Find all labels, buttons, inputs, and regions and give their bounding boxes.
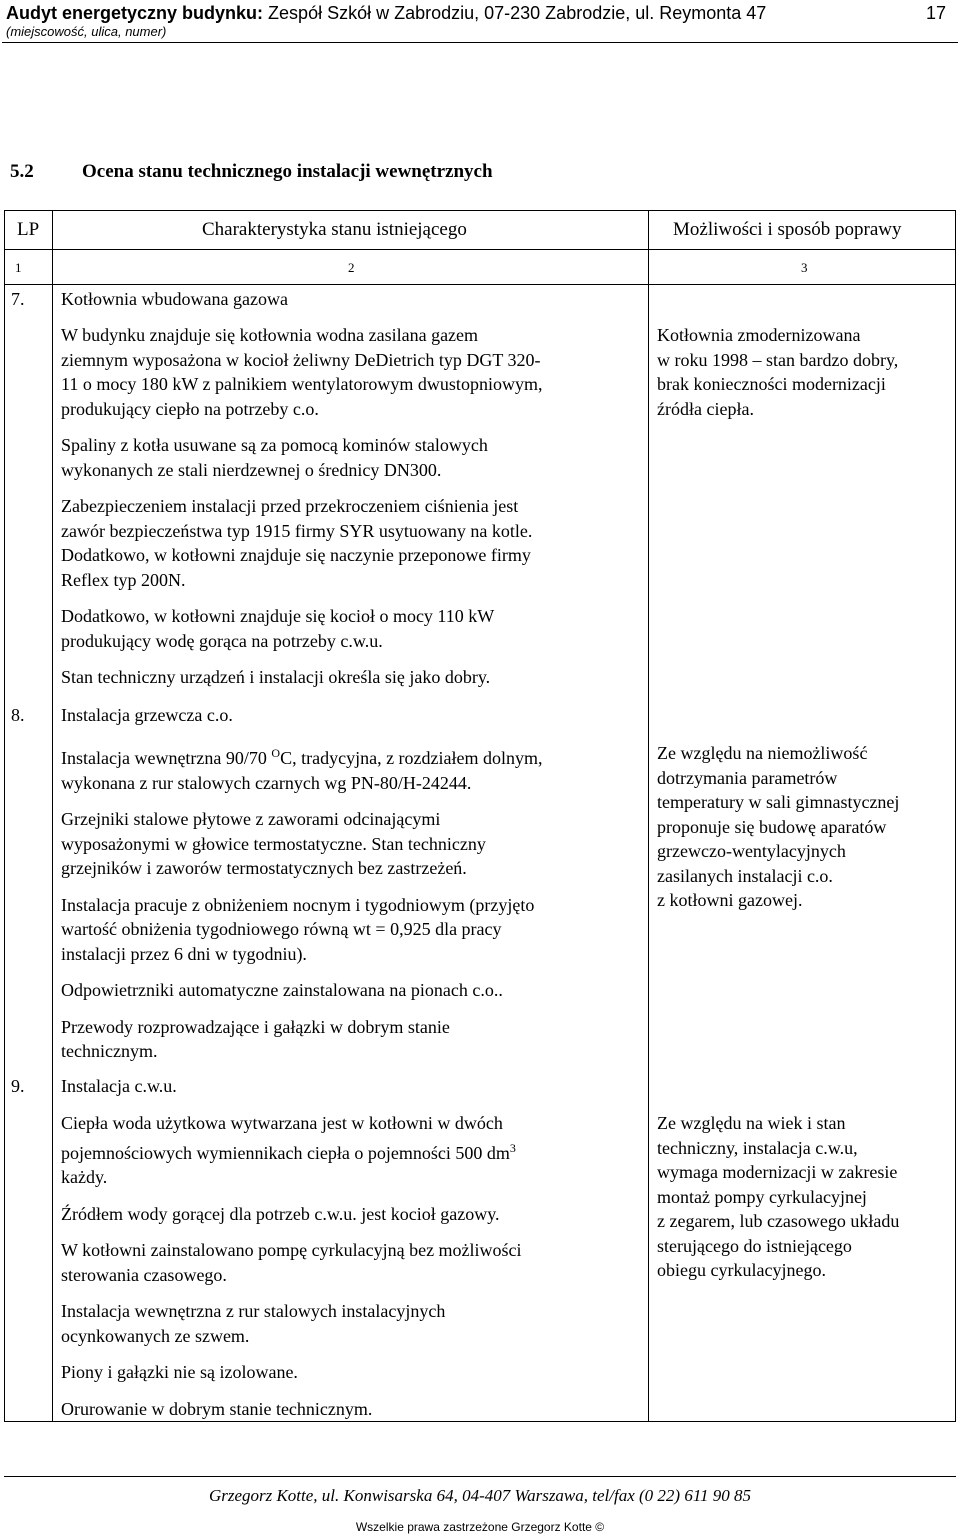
paragraph: Ze względu na niemożliwość dotrzymania parametrów temperatury w sali gimnastycznej proponuje się budowę aparatów grzewczo-wentylacyjnych zasilanych instalacji c.o. z kotłowni gazowej. <box>657 743 900 910</box>
row-improvement <box>657 1111 899 1295</box>
paragraph: Dodatkowo, w kotłowni znajduje się kocioł o mocy 110 kW produkujący wodę gorąca na potrzeby c.w.u. <box>61 606 495 651</box>
section-title: Ocena stanu technicznego instalacji wewnętrznych <box>82 161 493 182</box>
paragraph: Kotłownia zmodernizowana w roku 1998 – stan bardzo dobry, brak konieczności modernizacji źródła ciepła. <box>657 325 899 419</box>
row-lp: 8. <box>11 705 25 725</box>
page-number: 17 <box>925 3 946 23</box>
row-description <box>61 1111 522 1433</box>
column-divider <box>648 211 649 1421</box>
paragraph: Piony i gałązki nie są izolowane. <box>61 1362 298 1382</box>
footer-rule <box>4 1476 956 1477</box>
col-number-2: 2 <box>348 260 355 275</box>
paragraph: Ciepła woda użytkowa wytwarzana jest w kotłowni w dwóch pojemnościowych wymiennikach ciepła o pojemności 500 $dm^3$ każdy. <box>61 1113 516 1187</box>
header-row-divider <box>5 249 955 250</box>
header-improvement: Możliwości i sposób poprawy <box>673 219 902 240</box>
paragraph: Ze względu na wiek i stan techniczny, instalacja c.w.u, wymaga modernizacji w zakresie montaż pompy cyrkulacyjnej z zegarem, lub czasowego układu sterującego do istniejącego obiegu cyrkulacyjnego. <box>657 1113 900 1280</box>
paragraph: Spaliny z kotła usuwane są za pomocą kominów stalowych wykonanych ze stali nierdzewnej o średnicy DN300. <box>61 435 488 480</box>
number-row-divider <box>5 284 955 285</box>
row-lp: 9. <box>11 1076 25 1096</box>
col-number-1: 1 <box>15 260 22 275</box>
paragraph: W budynku znajduje się kotłownia wodna zasilana gazem ziemnym wyposażona w kocioł żeliwny DeDietrich typ DGT 320- 11 o mocy 180 kW z palnikiem wentylatorowym dwustopniowym, produkujący ciepło na potrzeby c.o. <box>61 325 543 419</box>
paragraph: Odpowietrzniki automatyczne zainstalowana na pionach c.o.. <box>61 980 503 1000</box>
paragraph: Zabezpieczeniem instalacji przed przekroczeniem ciśnienia jest zawór bezpieczeństwa typ 1915 firmy SYR usytuowany na kotle. Dodatkowo, w kotłowni znajduje się naczynie przeponowe firmy Reflex typ 200N. <box>61 496 533 590</box>
paragraph: Źródłem wody gorącej dla potrzeb c.w.u. jest kocioł gazowy. <box>61 1203 500 1224</box>
footer-author: Grzegorz Kotte, ul. Konwisarska 64, 04-407 Warszawa, tel/fax (0 22) 611 90 85 <box>208 1486 752 1505</box>
header-characteristics: Charakterystyka stanu istniejącego <box>202 219 467 240</box>
row-lp: 7. <box>11 289 25 309</box>
paragraph: Instalacja wewnętrzna 90/70 $^O$C, tradycyjna, z rozdziałem dolnym, wykonana z rur stalowych czarnych wg PN-80/H-24244. <box>61 746 543 793</box>
assessment-table <box>4 210 956 1422</box>
page-header <box>6 2 954 40</box>
row-improvement <box>657 323 898 433</box>
paragraph: Stan techniczny urządzeń i instalacji określa się jako dobry. <box>61 667 491 687</box>
header-rule <box>2 42 958 43</box>
footer-copyright: Wszelkie prawa zastrzeżone Grzegorz Kotte © <box>355 1520 605 1534</box>
row-description <box>61 741 543 1076</box>
section-number: 5.2 <box>10 161 34 182</box>
paragraph: Orurowanie w dobrym stanie technicznym. <box>61 1398 373 1419</box>
row-improvement <box>657 741 899 925</box>
column-divider <box>52 211 53 1421</box>
row-description <box>61 323 542 702</box>
header-place: Zespół Szkół w Zabrodziu, 07-230 Zabrodzie, ul. Reymonta 47 <box>263 3 767 23</box>
section-heading <box>10 160 493 184</box>
paragraph: Grzejniki stalowe płytowe z zaworami odcinającymi wyposażonymi w głowice termostatyczne. Stan techniczny grzejników i zaworów termostatycznych bez zastrzeżeń. <box>61 809 486 878</box>
header-title <box>6 2 954 24</box>
header-subtitle: (miejscowość, ulica, numer) <box>6 24 167 39</box>
header-title-label: Audyt energetyczny budynku: <box>6 3 264 23</box>
row-title: Instalacja grzewcza c.o. <box>61 705 233 725</box>
row-title: Instalacja c.w.u. <box>61 1076 177 1096</box>
paragraph: Instalacja wewnętrzna z rur stalowych instalacyjnych ocynkowanych ze szwem. <box>61 1301 446 1346</box>
col-number-3: 3 <box>801 260 808 275</box>
paragraph: W kotłowni zainstalowano pompę cyrkulacyjną bez możliwości sterowania czasowego. <box>61 1240 522 1285</box>
paragraph: Przewody rozprowadzające i gałązki w dobrym stanie technicznym. <box>61 1016 450 1061</box>
header-lp: LP <box>17 219 40 240</box>
paragraph: Instalacja pracuje z obniżeniem nocnym i tygodniowym (przyjęto wartość obniżenia tygodniowego równą wt = 0,925 dla pracy instalacji przez 6 dni w tygodniu). <box>61 894 535 964</box>
row-title: Kotłownia wbudowana gazowa <box>61 289 288 309</box>
